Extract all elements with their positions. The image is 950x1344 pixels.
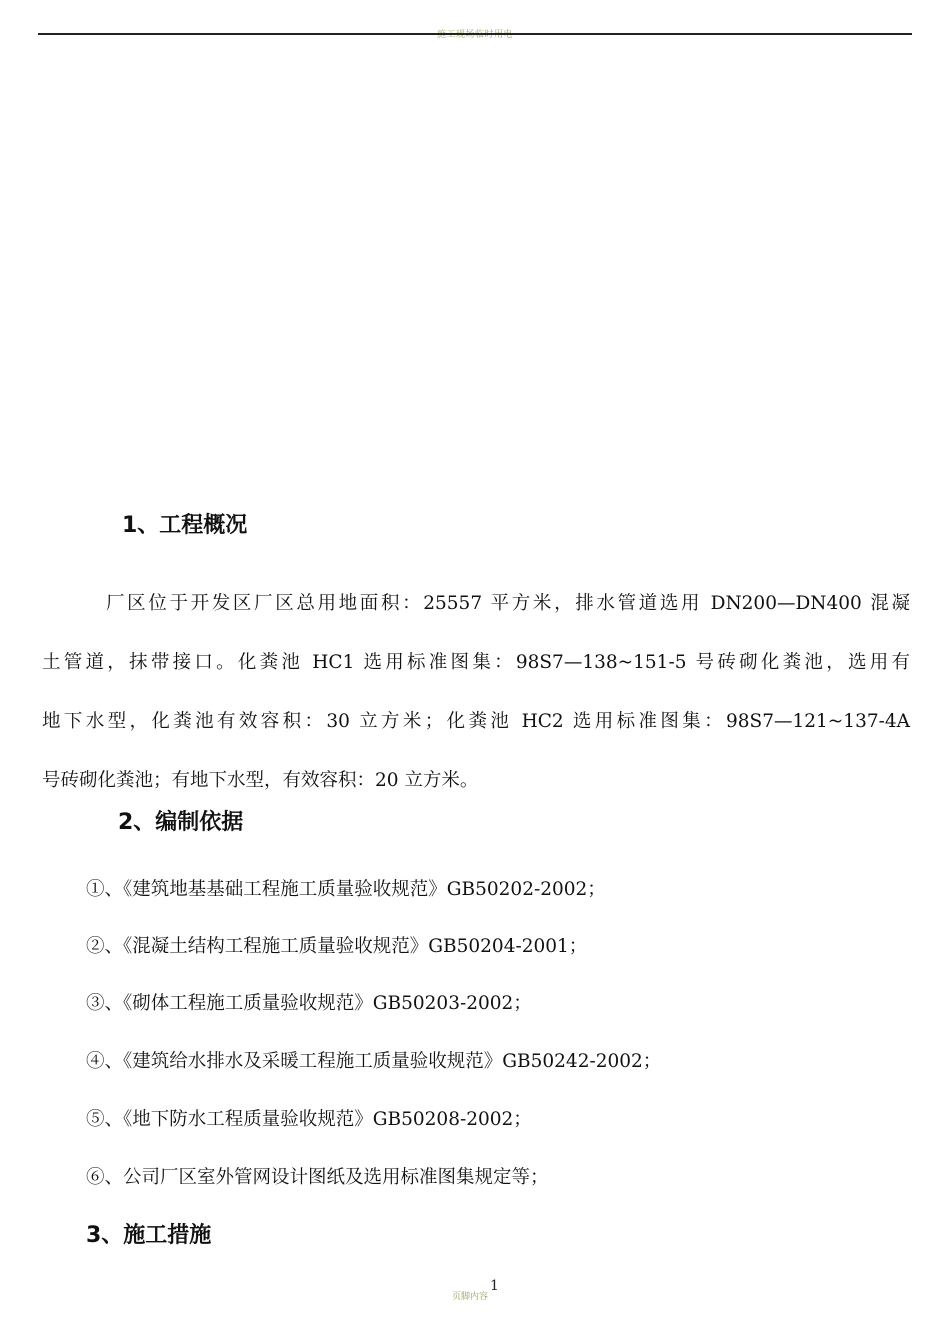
header-rule bbox=[38, 33, 912, 35]
section-heading-measures: 3、施工措施 bbox=[86, 1223, 212, 1248]
page-header-text: 施工现场临时用电 bbox=[436, 30, 513, 40]
paragraph-line: 土管道，抹带接口。化粪池 HC1 选用标准图集：98S7—138~151-5 号砖砌化粪池，选用有 bbox=[42, 652, 910, 673]
reference-item: ⑤、《地下防水工程质量验收规范》GB50208-2002； bbox=[86, 1109, 532, 1130]
reference-item: ②、《混凝土结构工程施工质量验收规范》GB50204-2001； bbox=[86, 936, 588, 957]
page-number: 1 bbox=[490, 1278, 499, 1294]
page-footer-text: 页脚内容 bbox=[452, 1292, 489, 1302]
paragraph-line: 号砖砌化粪池；有地下水型，有效容积：20 立方米。 bbox=[42, 770, 479, 791]
overview-paragraph bbox=[42, 574, 910, 810]
reference-item: ③、《砌体工程施工质量验收规范》GB50203-2002； bbox=[86, 993, 532, 1014]
reference-item: ⑥、公司厂区室外管网设计图纸及选用标准图集规定等； bbox=[86, 1167, 549, 1188]
section-heading-basis: 2、编制依据 bbox=[118, 810, 244, 835]
section-heading-overview: 1、工程概况 bbox=[122, 513, 248, 538]
paragraph-line: 地下水型，化粪池有效容积：30 立方米；化粪池 HC2 选用标准图集：98S7—121~137-4A bbox=[42, 711, 910, 732]
paragraph-line: 厂区位于开发区厂区总用地面积：25557 平方米，排水管道选用 DN200—DN400 混凝 bbox=[106, 593, 910, 614]
reference-item: ④、《建筑给水排水及采暖工程施工质量验收规范》GB50242-2002； bbox=[86, 1051, 662, 1072]
reference-item: ①、《建筑地基基础工程施工质量验收规范》GB50202-2002； bbox=[86, 879, 606, 900]
